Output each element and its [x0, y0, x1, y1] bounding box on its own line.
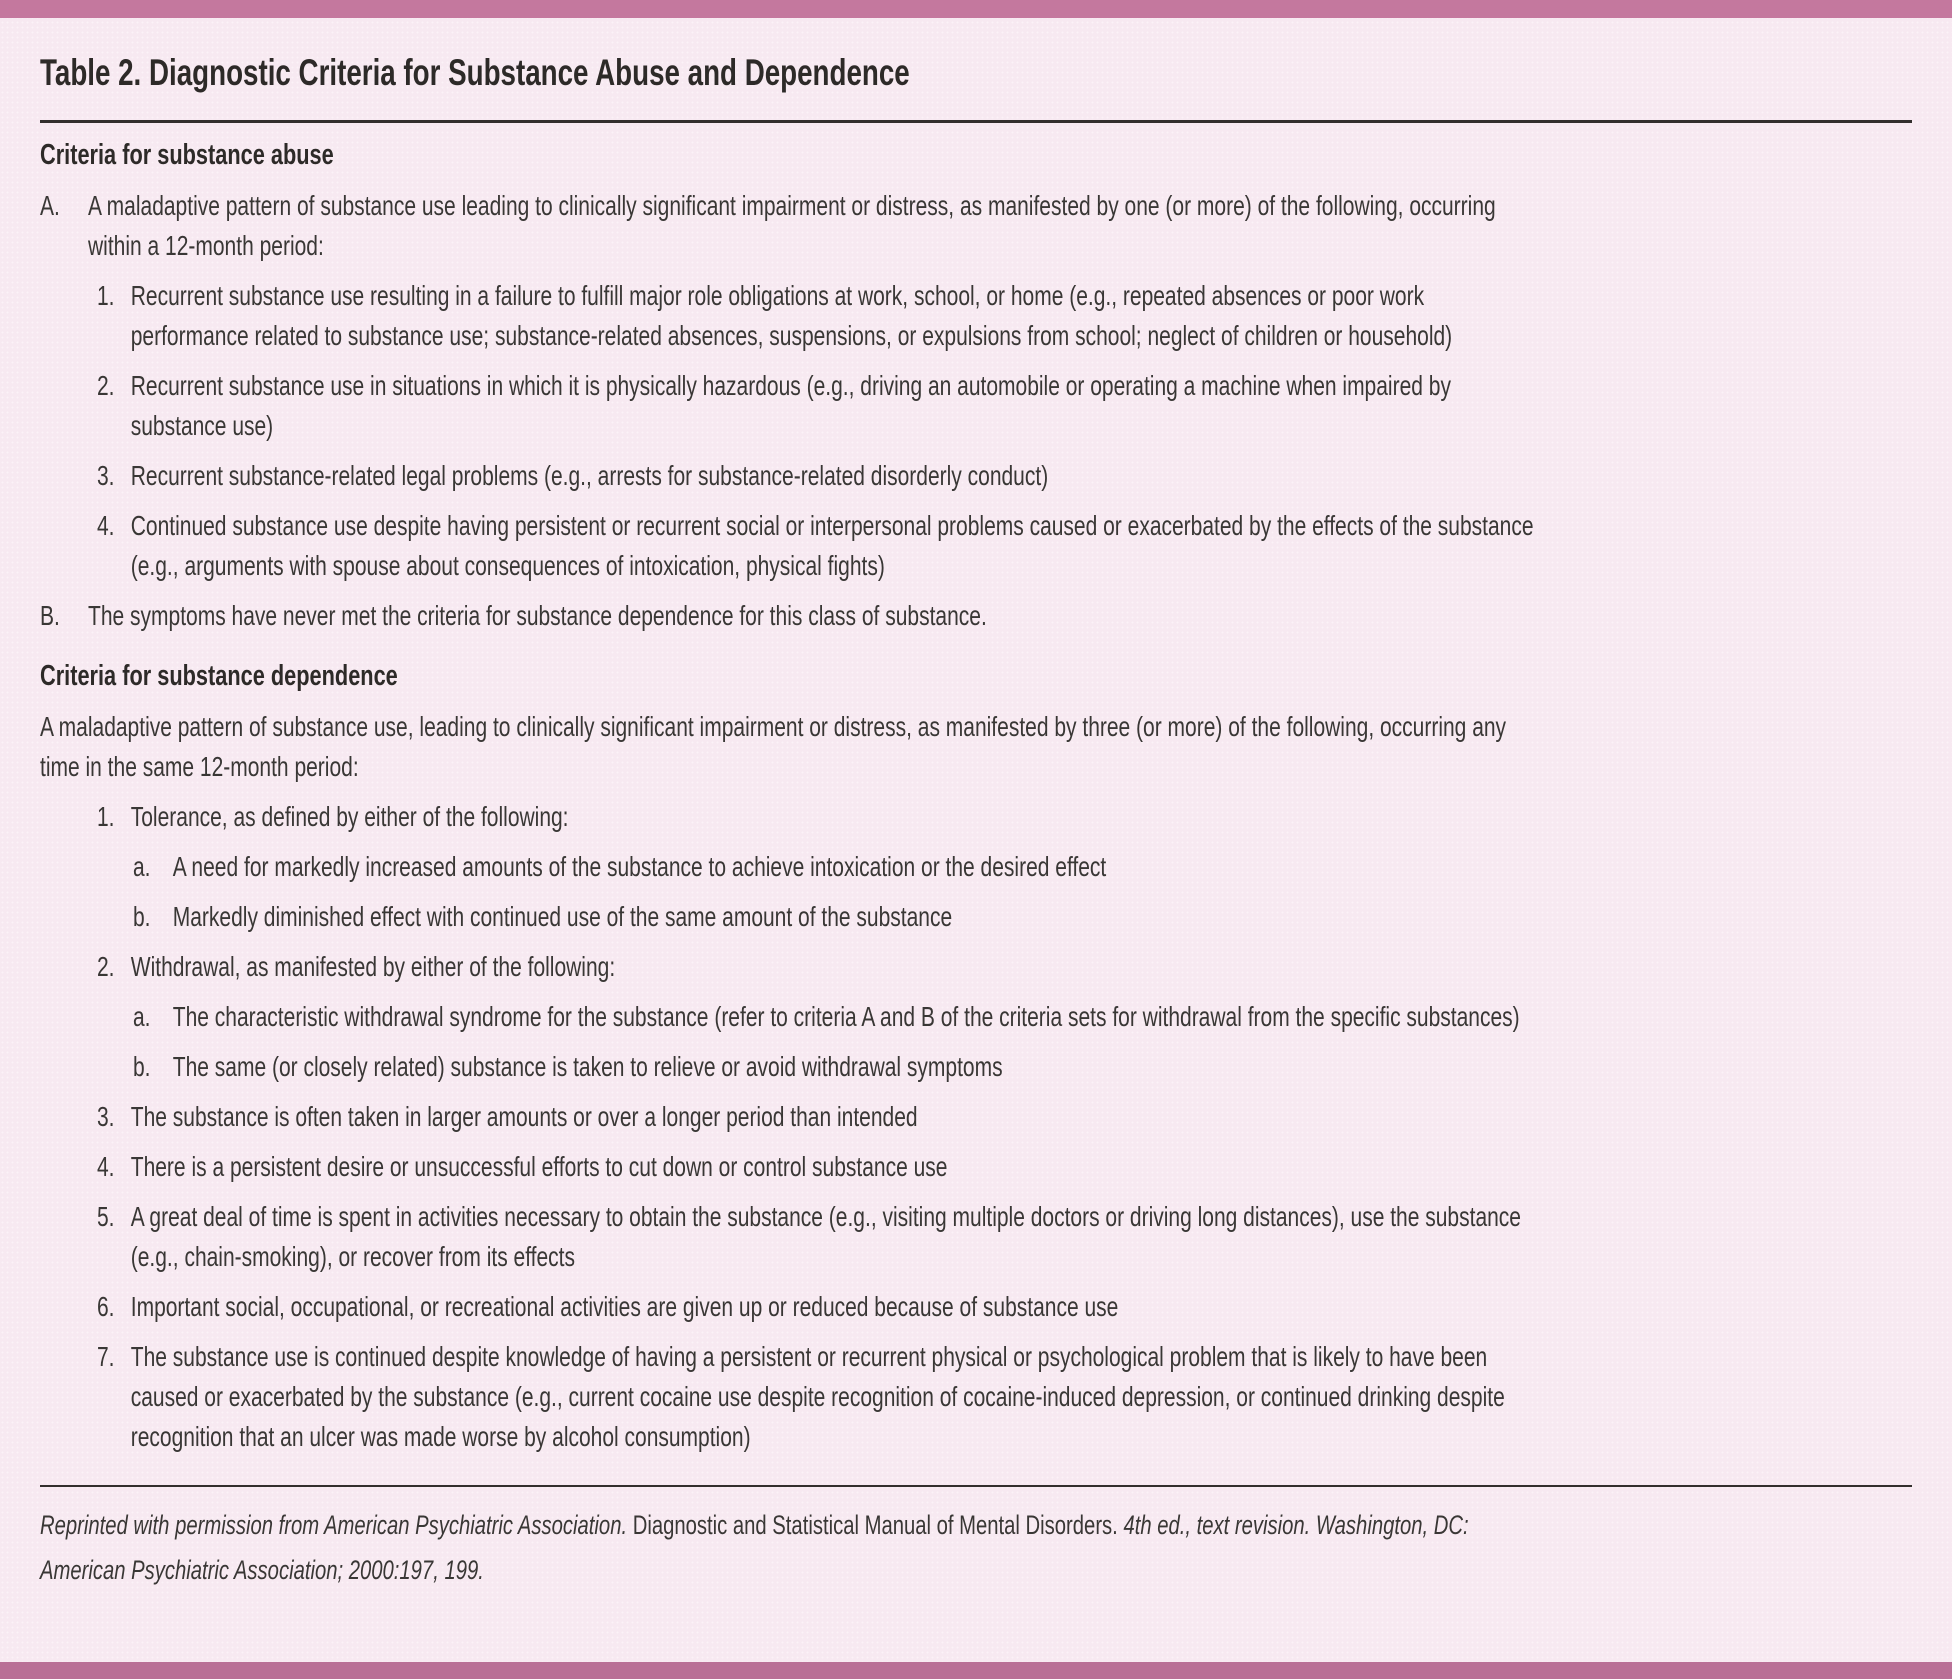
- table-title: Table 2. Diagnostic Criteria for Substance Abuse and Dependence: [40, 52, 910, 93]
- item-marker: 5.: [97, 1201, 115, 1232]
- item-text: Markedly diminished effect with continued use of the same amount of the substance: [172, 901, 953, 932]
- item-text: The substance is often taken in larger amounts or over a longer period than intended: [130, 1101, 918, 1132]
- item-marker: 2.: [97, 370, 115, 401]
- item-text: Recurrent substance use in situations in which it is physically hazardous (e.g., driving an automobile or operating a machine when impaired by substance use): [130, 370, 1451, 441]
- criteria-item: [133, 847, 1540, 887]
- item-marker: 1.: [97, 801, 115, 832]
- section-heading: Criteria for substance abuse: [40, 139, 334, 171]
- criteria-sections: [40, 139, 1540, 1457]
- criteria-item: [97, 947, 1540, 987]
- item-marker: a.: [133, 1001, 151, 1032]
- item-text: Continued substance use despite having persistent or recurrent social or interpersonal problems caused or exacerbated by the effects of the substance (e.g., arguments with spouse about consequences of intoxication, physical fights): [130, 510, 1534, 581]
- item-text: The symptoms have never met the criteria for substance dependence for this class of substance.: [88, 600, 987, 631]
- source-note-segment: Reprinted with permission from American Psychiatric Association.: [40, 1510, 628, 1540]
- item-text: Recurrent substance use resulting in a failure to fulfill major role obligations at work, school, or home (e.g., repeated absences or poor work performance related to substance use; substance-related absences, suspensions, or expulsions from school; neglect of children or household): [130, 280, 1453, 351]
- criteria-item: [40, 596, 1540, 636]
- criteria-item: [97, 797, 1540, 837]
- item-text: There is a persistent desire or unsuccessful efforts to cut down or control substance use: [130, 1151, 948, 1182]
- source-note: [40, 1503, 1540, 1593]
- item-text: The same (or closely related) substance is taken to relieve or avoid withdrawal symptoms: [172, 1051, 1003, 1082]
- item-marker: 7.: [97, 1341, 115, 1372]
- criteria-item: [97, 1197, 1540, 1277]
- item-marker: 1.: [97, 280, 115, 311]
- criteria-item: [133, 997, 1540, 1037]
- item-marker: 4.: [97, 510, 115, 541]
- criteria-item: [97, 366, 1540, 446]
- item-marker: 4.: [97, 1151, 115, 1182]
- item-text: Tolerance, as defined by either of the following:: [130, 801, 569, 832]
- criteria-item: [40, 186, 1540, 266]
- item-marker: A.: [40, 190, 60, 221]
- top-accent-bar: [0, 0, 1952, 18]
- criteria-item: [97, 1147, 1540, 1187]
- criteria-item: [97, 276, 1540, 356]
- item-marker: 3.: [97, 1101, 115, 1132]
- section-heading: Criteria for substance dependence: [40, 660, 398, 692]
- item-marker: B.: [40, 600, 60, 631]
- title-rule: [40, 120, 1912, 123]
- item-text: A great deal of time is spent in activities necessary to obtain the substance (e.g., visiting multiple doctors or driving long distances), use the substance (e.g., chain-smoking), or recover from its effects: [130, 1201, 1521, 1272]
- item-text: Withdrawal, as manifested by either of the following:: [130, 951, 616, 982]
- item-text: The characteristic withdrawal syndrome for the substance (refer to criteria A and B of the criteria sets for withdrawal from the specific substances): [172, 1001, 1520, 1032]
- item-text: Recurrent substance-related legal problems (e.g., arrests for substance-related disorderly conduct): [130, 460, 1049, 491]
- item-marker: b.: [133, 1051, 151, 1082]
- criteria-item: [97, 1097, 1540, 1137]
- item-marker: 2.: [97, 951, 115, 982]
- source-note-segment: 4th ed., text revision. Washington, DC: American Psychiatric Association; 2000:197, 199.: [40, 1510, 1469, 1585]
- section-intro: A maladaptive pattern of substance use, leading to clinically significant impairment or distress, as manifested by three (or more) of the following, occurring any time in the same 12-month period:: [40, 711, 1507, 782]
- criteria-item: [133, 1047, 1540, 1087]
- item-text: The substance use is continued despite knowledge of having a persistent or recurrent physical or psychological problem that is likely to have been caused or exacerbated by the substance (e.g., current cocaine use despite recognition of cocaine-induced depression, or continued drinking despite recognition that an ulcer was made worse by alcohol consumption): [130, 1341, 1505, 1452]
- criteria-item: [97, 456, 1540, 496]
- footer-rule: [40, 1485, 1912, 1487]
- criteria-item: [97, 506, 1540, 586]
- criteria-item: [133, 897, 1540, 937]
- bottom-accent-bar: [0, 1662, 1952, 1679]
- item-text: Important social, occupational, or recreational activities are given up or reduced because of substance use: [130, 1291, 1119, 1322]
- item-marker: b.: [133, 901, 151, 932]
- item-marker: 6.: [97, 1291, 115, 1322]
- source-note-segment: Diagnostic and Statistical Manual of Mental Disorders.: [627, 1510, 1124, 1540]
- title-block: [40, 52, 1540, 94]
- item-marker: 3.: [97, 460, 115, 491]
- item-text: A maladaptive pattern of substance use leading to clinically significant impairment or distress, as manifested by one (or more) of the following, occurring within a 12-month period:: [88, 190, 1496, 261]
- criteria-item: [97, 1287, 1540, 1327]
- footer-block: [40, 1503, 1540, 1593]
- criteria-item: [97, 1337, 1540, 1457]
- item-text: A need for markedly increased amounts of the substance to achieve intoxication or the desired effect: [172, 851, 1107, 882]
- item-marker: a.: [133, 851, 151, 882]
